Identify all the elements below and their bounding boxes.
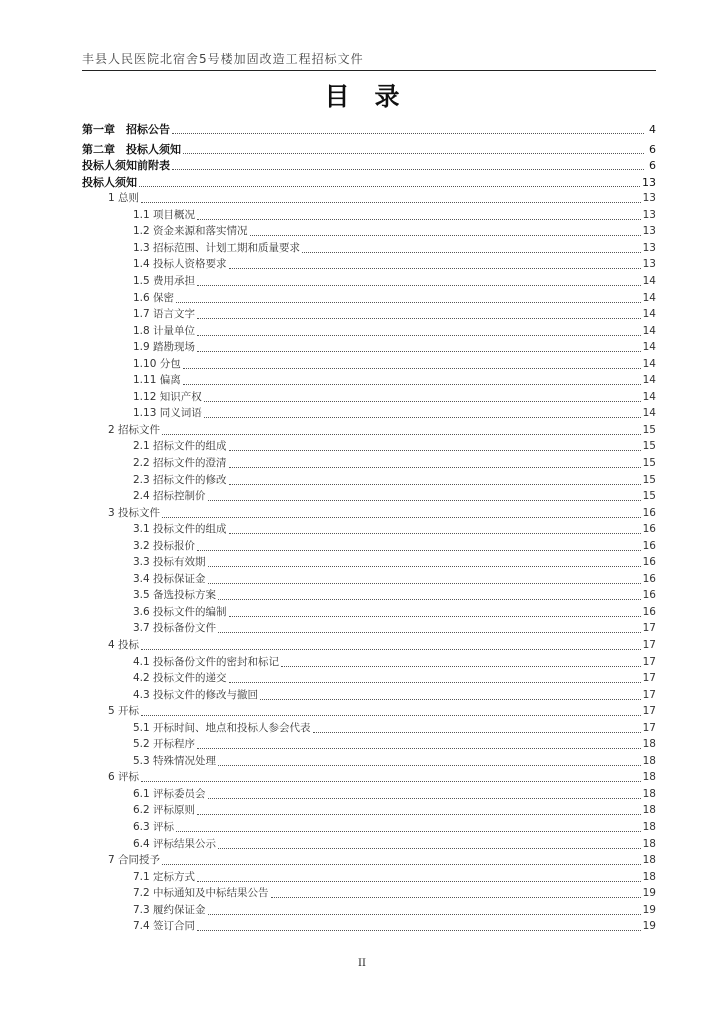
toc-entry[interactable] [82,554,656,571]
toc-entry[interactable] [82,322,656,339]
dot-leader [204,417,641,418]
dot-leader [313,732,641,733]
toc-entry-title: 6.2 评标原则 [133,804,196,817]
toc-entry[interactable] [82,570,656,587]
toc-entry-page: 18 [642,854,656,867]
toc-entry-page: 16 [642,506,656,519]
toc-entry-title: 3.5 备选投标方案 [133,589,217,602]
toc-entry-page: 6 [649,142,656,156]
toc-entry[interactable] [82,686,656,703]
dot-leader [176,302,641,303]
dot-leader [218,599,641,600]
toc-entry-page: 18 [642,837,656,850]
dot-leader [183,153,644,154]
dot-leader [139,186,640,187]
toc-entry-title: 6 评标 [108,771,140,784]
toc-entry-title: 1.2 资金来源和落实情况 [133,225,248,238]
dot-leader [197,930,641,931]
toc-entry-title: 5.2 开标程序 [133,738,196,751]
toc-entry-page: 15 [642,456,656,469]
toc-entry-title: 投标人须知前附表 [82,159,170,173]
dot-leader [218,765,641,766]
toc-entry[interactable] [82,835,656,852]
toc-entry[interactable] [82,140,656,157]
toc-entry-page: 4 [649,122,656,136]
toc-entry-page: 17 [642,655,656,668]
dot-leader [208,798,641,799]
toc-entry[interactable] [82,372,656,389]
toc-entry-title: 7.4 签订合同 [133,920,196,933]
toc-entry-title: 1.4 投标人资格要求 [133,258,227,271]
dot-leader [183,368,641,369]
toc-entry[interactable] [82,885,656,902]
toc-entry-title: 7 合同授予 [108,854,161,867]
toc-title: 目 录 [324,82,400,111]
toc-entry-page: 15 [642,423,656,436]
toc-entry[interactable] [82,388,656,405]
toc-entry-page: 13 [642,241,656,254]
toc-entry[interactable] [82,504,656,521]
toc-entry-title: 1.1 项目概况 [133,208,196,221]
toc-entry-title: 1.8 计量单位 [133,324,196,337]
toc-entry[interactable] [82,703,656,720]
dot-leader [141,649,641,650]
toc-entry-title: 3 投标文件 [108,506,161,519]
toc-entry-title: 7.3 履约保证金 [133,903,206,916]
toc-entry[interactable] [82,670,656,687]
dot-leader [302,252,641,253]
toc-entry-title: 第二章 投标人须知 [82,142,181,156]
dot-leader [229,268,641,269]
toc-entry-title: 1.12 知识产权 [133,390,202,403]
toc-entry[interactable] [82,852,656,869]
dot-leader [197,748,641,749]
toc-entry[interactable] [82,488,656,505]
dot-leader [229,616,641,617]
toc-entry-page: 6 [649,159,656,173]
toc-entry-page: 18 [642,787,656,800]
toc-entry[interactable] [82,537,656,554]
toc-entry-title: 1.13 同义词语 [133,407,202,420]
toc-entry-title: 1.6 保密 [133,291,175,304]
toc-entry[interactable] [82,206,656,223]
toc-entry-page: 14 [642,308,656,321]
dot-leader [229,467,641,468]
toc-entry[interactable] [82,636,656,653]
toc-entry[interactable] [82,355,656,372]
dot-leader [172,133,644,134]
toc-entry-title: 3.7 投标备份文件 [133,622,217,635]
toc-entry-title: 7.1 定标方式 [133,870,196,883]
toc-entry[interactable] [82,256,656,273]
toc-entry[interactable] [82,653,656,670]
dot-leader [172,169,644,170]
toc-entry-title: 1.3 招标范围、计划工期和质量要求 [133,241,301,254]
toc-entry-title: 4.1 投标备份文件的密封和标记 [133,655,280,668]
toc-entry-page: 15 [642,440,656,453]
dot-leader [197,550,641,551]
toc-entry-page: 13 [642,258,656,271]
toc-entry[interactable] [82,620,656,637]
toc-entry[interactable] [82,438,656,455]
toc-entry[interactable] [82,736,656,753]
dot-leader [229,682,641,683]
toc-entry-page: 14 [642,341,656,354]
toc-entry-title: 投标人须知 [82,175,137,189]
toc-entry[interactable] [82,405,656,422]
toc-entry-page: 17 [642,672,656,685]
dot-leader [229,533,641,534]
dot-leader [141,202,641,203]
toc-entry-page: 16 [642,589,656,602]
toc-entry[interactable] [82,818,656,835]
dot-leader [204,401,641,402]
dot-leader [162,434,641,435]
toc-entry-title: 1.11 偏离 [133,374,181,387]
toc-entry-title: 5.1 开标时间、地点和投标人参会代表 [133,721,311,734]
toc-entry-title: 3.3 投标有效期 [133,556,206,569]
dot-leader [208,566,641,567]
toc-entry-page: 16 [642,556,656,569]
toc-entry-page: 16 [642,572,656,585]
toc-entry[interactable] [82,521,656,538]
dot-leader [208,500,641,501]
dot-leader [197,318,641,319]
toc-entry-page: 14 [642,374,656,387]
toc-entry[interactable] [82,918,656,935]
toc-entry-title: 4.3 投标文件的修改与撤回 [133,688,259,701]
toc-entry-title: 4.2 投标文件的递交 [133,672,227,685]
toc-entry-title: 3.4 投标保证金 [133,572,206,585]
toc-entry[interactable] [82,752,656,769]
dot-leader [162,517,641,518]
toc-entry[interactable] [82,454,656,471]
toc-entry-title: 6.1 评标委员会 [133,787,206,800]
dot-leader [162,864,641,865]
toc-entry-title: 4 投标 [108,639,140,651]
toc-entry[interactable] [82,306,656,323]
toc-entry-page: 17 [642,721,656,734]
header-rule [82,70,656,71]
toc-entry[interactable] [82,471,656,488]
dot-leader [197,814,641,815]
toc-entry-page: 18 [642,771,656,784]
toc-entry-page: 14 [642,357,656,370]
dot-leader [218,632,641,633]
toc-entry-title: 6.3 评标 [133,821,175,834]
toc-entry-page: 16 [642,539,656,552]
toc-entry-title: 1 总则 [108,192,140,205]
toc-entry[interactable] [82,173,656,190]
toc-entry[interactable] [82,587,656,604]
dot-leader [208,583,641,584]
toc-entry[interactable] [82,120,656,137]
dot-leader [229,450,641,451]
toc-entry-page: 14 [642,324,656,337]
dot-leader [197,881,641,882]
toc-entry-title: 1.10 分包 [133,357,181,370]
toc-entry[interactable] [82,719,656,736]
toc-entry[interactable] [82,239,656,256]
toc-entry-title: 2.2 招标文件的澄清 [133,456,227,469]
toc-entry-page: 14 [642,390,656,403]
toc-entry[interactable] [82,190,656,207]
toc-entry-page: 16 [642,523,656,536]
running-header: 丰县人民医院北宿舍5号楼加固改造工程招标文件 [82,52,364,66]
toc-entry[interactable] [82,802,656,819]
toc-entry-page: 18 [642,821,656,834]
toc-entry[interactable] [82,339,656,356]
toc-entry-page: 17 [642,688,656,701]
dot-leader [176,831,641,832]
toc-entry-title: 1.5 费用承担 [133,274,196,287]
toc-entry[interactable] [82,223,656,240]
toc-entry-page: 14 [642,407,656,420]
dot-leader [141,781,641,782]
toc-entry[interactable] [82,868,656,885]
toc-entry-title: 3.1 投标文件的组成 [133,523,227,536]
toc-entry-page: 13 [642,208,656,221]
dot-leader [197,219,641,220]
dot-leader [197,285,641,286]
toc-entry-title: 3.2 投标报价 [133,539,196,552]
dot-leader [281,666,641,667]
toc-entry-title: 1.9 踏勘现场 [133,341,196,354]
toc-entry-title: 1.7 语言文字 [133,308,196,321]
toc-entry[interactable] [82,769,656,786]
dot-leader [271,897,641,898]
dot-leader [197,335,641,336]
dot-leader [197,351,641,352]
toc-entry-title: 5 开标 [108,705,140,718]
dot-leader [229,484,641,485]
toc-entry-page: 15 [642,490,656,503]
toc-entry-title: 2.1 招标文件的组成 [133,440,227,453]
toc-entry-title: 2 招标文件 [108,423,161,436]
toc-entry-title: 7.2 中标通知及中标结果公告 [133,887,269,900]
toc-entry-title: 2.3 招标文件的修改 [133,473,227,486]
toc-entry-page: 13 [642,225,656,238]
dot-leader [141,715,641,716]
toc-entry-page: 19 [642,920,656,933]
toc-entry[interactable] [82,289,656,306]
toc-entry[interactable] [82,603,656,620]
toc-entry-page: 16 [642,605,656,618]
page-number: II [358,958,366,969]
toc-entry[interactable] [82,272,656,289]
toc-entry-page: 14 [642,291,656,304]
toc-entry-title: 2.4 招标控制价 [133,490,206,503]
toc-entry-page: 17 [642,705,656,718]
toc-entry-page: 18 [642,754,656,767]
toc-entry-page: 13 [642,192,656,205]
toc-entry-page: 15 [642,473,656,486]
dot-leader [208,914,641,915]
toc-entry-page: 18 [642,804,656,817]
toc-entry-page: 13 [642,175,656,189]
toc-entry[interactable] [82,785,656,802]
toc-entry-page: 14 [642,274,656,287]
table-of-contents [82,120,656,934]
toc-entry-title: 6.4 评标结果公示 [133,837,217,850]
dot-leader [218,848,641,849]
toc-entry-title: 5.3 特殊情况处理 [133,754,217,767]
toc-entry-page: 18 [642,870,656,883]
toc-entry[interactable] [82,421,656,438]
toc-entry[interactable] [82,901,656,918]
toc-entry-page: 17 [642,639,656,651]
dot-leader [260,699,641,700]
toc-entry-title: 3.6 投标文件的编制 [133,605,227,618]
dot-leader [183,384,641,385]
toc-entry-page: 19 [642,887,656,900]
toc-entry-title: 第一章 招标公告 [82,122,170,136]
toc-entry-page: 19 [642,903,656,916]
toc-entry-page: 18 [642,738,656,751]
toc-entry-page: 17 [642,622,656,635]
toc-entry[interactable] [82,157,656,174]
dot-leader [250,235,641,236]
